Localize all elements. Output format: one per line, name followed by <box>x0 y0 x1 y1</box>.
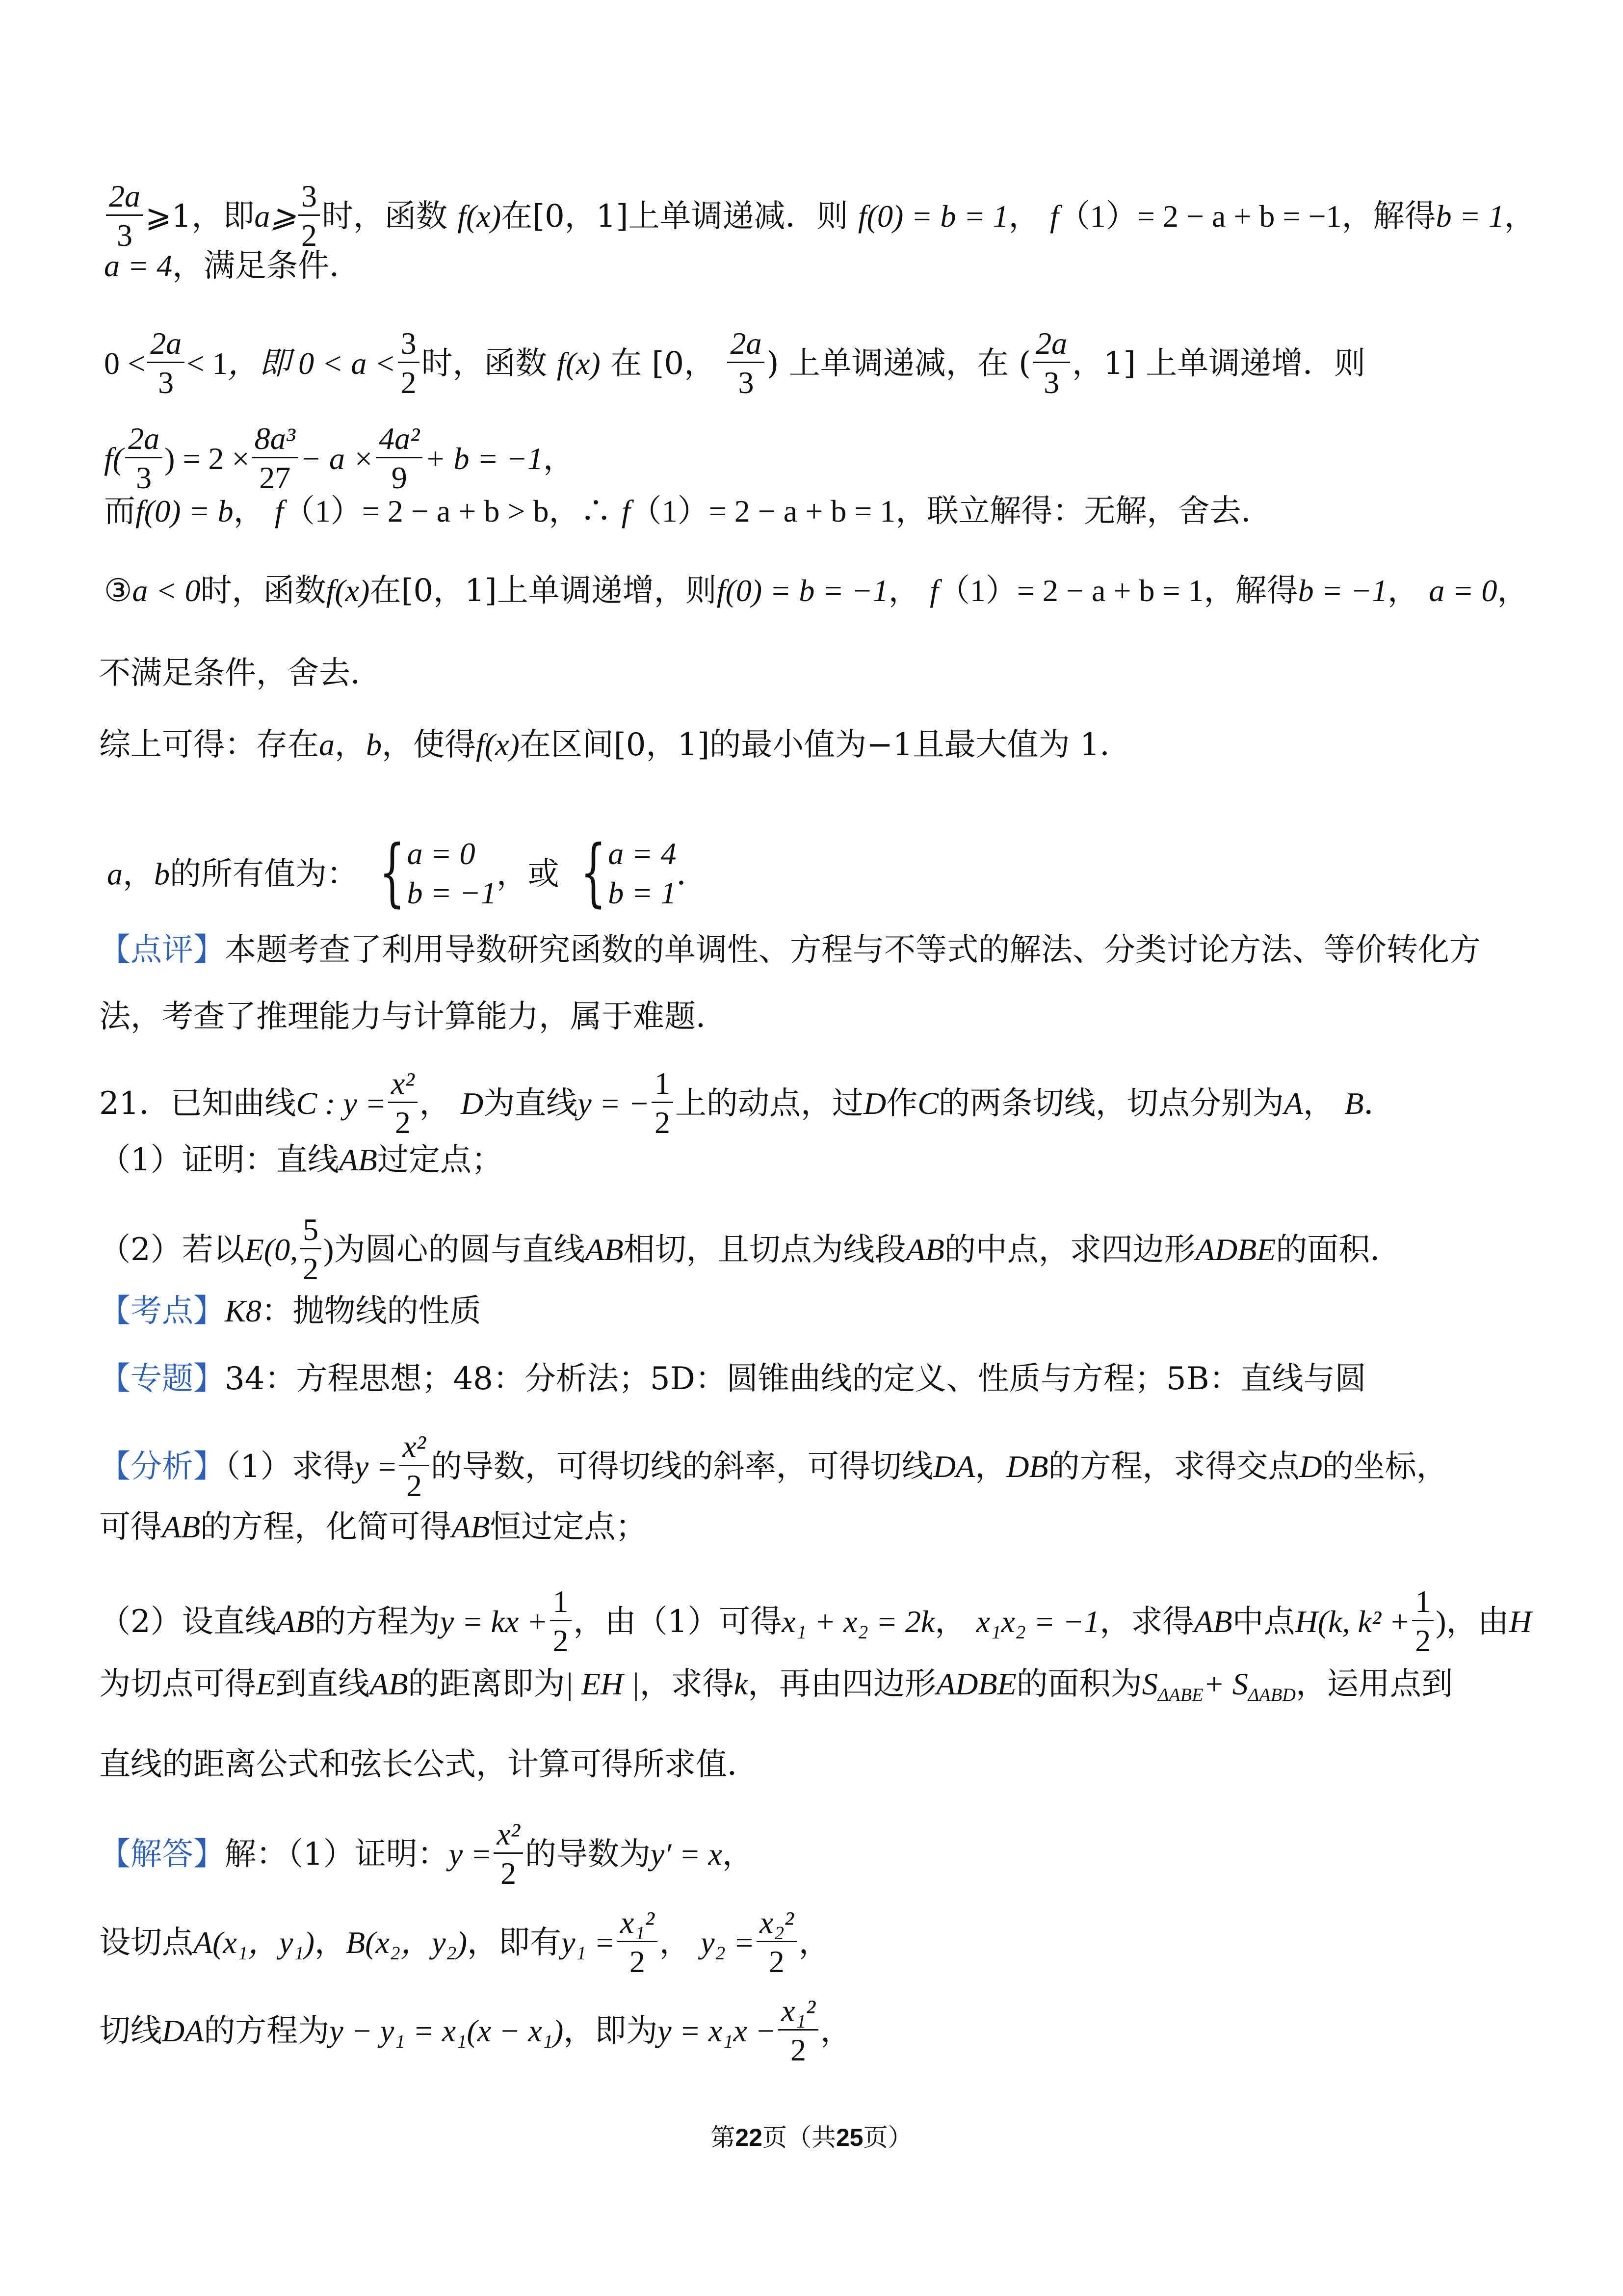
fraction: $\frac{1}{2}$ <box>652 1067 673 1139</box>
analysis-tag: 【分析】 <box>99 1449 225 1485</box>
question-21: 21．已知曲线C : y = $\frac{\text{x²}}{2}$ ， D为直线y = − $\frac{1}{2}$ 上的动点，过D作C的两条切线，切点分别为A， B． <box>99 1066 1395 1140</box>
fraction: $\frac{\text{x²}}{2}$ <box>494 1818 523 1890</box>
topic-tag: 【专题】 <box>99 1361 225 1397</box>
fraction: $\frac{\text{x₁²}}{2}$ <box>778 1994 818 2066</box>
line-5: 而f(0) = b， f（1）= 2 − a + b > b，∴ f（1）= 2 − a + b = 1，联立解得：无解，舍去． <box>104 493 1273 529</box>
line-9: a，b的所有值为： { a = 0 b = −1 ，或 { a = 4 b = 1 ． <box>107 830 708 915</box>
line-8: 综上可得：存在a，b，使得f(x)在区间[0，1]的最小值为−1且最大值为 1． <box>99 727 1131 763</box>
analysis-line-2: 可得AB的方程，化简可得AB恒过定点； <box>99 1509 647 1545</box>
answer-line-3: 切线DA的方程为y − y₁ = x₁(x − x₁)，即为y = x₁x − $\frac{\text{x₁²}}{2}$ ， <box>99 1993 852 2068</box>
review-line-1: 【点评】本题考查了利用导数研究函数的单调性、方程与不等式的解法、分类讨论方法、等价转化方 <box>99 932 1481 968</box>
fraction: $\frac{\text{x₂²}}{2}$ <box>757 1906 797 1978</box>
page-total: 25 <box>836 2124 864 2151</box>
review-line-2: 法，考查了推理能力与计算能力，属于难题． <box>99 999 727 1035</box>
knowledge-tag: 【考点】 <box>99 1293 225 1329</box>
answer-tag: 【解答】 <box>99 1836 225 1873</box>
system-1: a = 0 b = −1 <box>407 836 497 910</box>
analysis-line-3: （2）设直线AB的方程为y = kx + $\frac{1}{2}$ ，由（1）可得x₁ + x₂ = 2k， x₁x₂ = −1，求得AB中点H(k, k² + $\frac{1}{2}$ )，由H <box>99 1584 1532 1659</box>
page-footer: 第22页（共25页） <box>710 2123 913 2152</box>
line-3: 0 < $\frac{2a}{3}$ < 1，即 0 < a < $\frac{3}{2}$ 时，函数 f(x) 在 [0， $\frac{2a}{3}$ ) 上单调递减，在 ( $\frac{2a}{3}$ ，1] 上单调递增．则 <box>104 326 1366 400</box>
fraction: $\frac{\text{x²}}{2}$ <box>388 1067 418 1139</box>
fraction: $\frac{5}{2}$ <box>300 1213 321 1285</box>
system-2: a = 4 b = 1 <box>608 836 677 910</box>
line-1: $\frac{2a}{3}$ ⩾1，即a⩾ $\frac{3}{2}$ 时，函数 f(x)在[0，1]上单调递减．则 f(0) = b = 1， f（1）= 2 − a + b = −1，解得b = 1， <box>104 183 1536 255</box>
sub-question-1: （1）证明：直线AB过定点； <box>99 1142 503 1178</box>
fraction: $\frac{3}{2}$ <box>398 327 419 399</box>
left-brace: { <box>379 830 405 915</box>
analysis-line-1: 【分析】（1）求得y = $\frac{\text{x²}}{2}$ 的导数，可得切线的斜率，可得切线DA，DB的方程，求得交点D的坐标， <box>99 1429 1448 1504</box>
answer-line-1: 【解答】解：（1）证明：y = $\frac{\text{x²}}{2}$ 的导数为y′ = x， <box>99 1817 754 1891</box>
fraction: $\frac{3}{2}$ <box>298 180 320 252</box>
left-brace: { <box>580 830 606 915</box>
fraction: $\frac{\text{x²}}{2}$ <box>399 1430 429 1502</box>
line-6: ③a < 0时，函数f(x)在[0，1]上单调递增，则f(0) = b = −1， f（1）= 2 − a + b = 1，解得b = −1， a = 0， <box>104 573 1529 609</box>
topic: 【专题】34：方程思想；48：分析法；5D：圆锥曲线的定义、性质与方程；5B：直线与圆 <box>99 1361 1366 1397</box>
answer-line-2: 设切点A(x₁，y₁)，B(x₂，y₂)，即有y₁ = $\frac{\text{x₁²}}{2}$ ， y₂ = $\frac{\text{x₂²}}{2}$ ， <box>99 1905 830 1979</box>
line-2: a = 4，满足条件． <box>104 248 361 284</box>
fraction: $\frac{1}{2}$ <box>1412 1585 1434 1657</box>
review-tag: 【点评】 <box>99 932 225 968</box>
fraction: $\frac{2a}{3}$ <box>106 180 143 252</box>
fraction: $\frac{\text{x₁²}}{2}$ <box>617 1906 657 1978</box>
knowledge-point: 【考点】K8：抛物线的性质 <box>99 1293 481 1329</box>
page-number: 22 <box>735 2124 762 2151</box>
fraction: $\frac{1}{2}$ <box>550 1585 572 1657</box>
fraction: $\frac{2a}{3}$ <box>125 422 162 494</box>
fraction: $\frac{2a}{3}$ <box>1033 327 1070 399</box>
fraction: $\frac{2a}{3}$ <box>727 327 764 399</box>
analysis-line-4: 为切点可得E到直线AB的距离即为| EH |，求得k，再由四边形ADBE的面积为$S_{\Delta ABE}+ S_{\Delta ABD}$，运用点到 <box>99 1666 1453 1706</box>
fraction: $\frac{\text{8a³}}{27}$ <box>252 422 298 494</box>
line-7: 不满足条件，舍去． <box>99 655 382 691</box>
fraction: $\frac{\text{4a²}}{9}$ <box>376 422 422 494</box>
sub-question-2: （2）若以E(0, $\frac{5}{2}$ )为圆心的圆与直线AB相切，且切点为线段AB的中点，求四边形ADBE的面积． <box>99 1212 1402 1287</box>
line-4: f( $\frac{2a}{3}$ ) = 2 × $\frac{\text{8a³}}{27}$ − a × $\frac{\text{4a²}}{9}$ + b = −1， <box>104 421 575 496</box>
fraction: $\frac{2a}{3}$ <box>147 327 184 399</box>
analysis-line-5: 直线的距离公式和弦长公式，计算可得所求值． <box>99 1746 759 1783</box>
